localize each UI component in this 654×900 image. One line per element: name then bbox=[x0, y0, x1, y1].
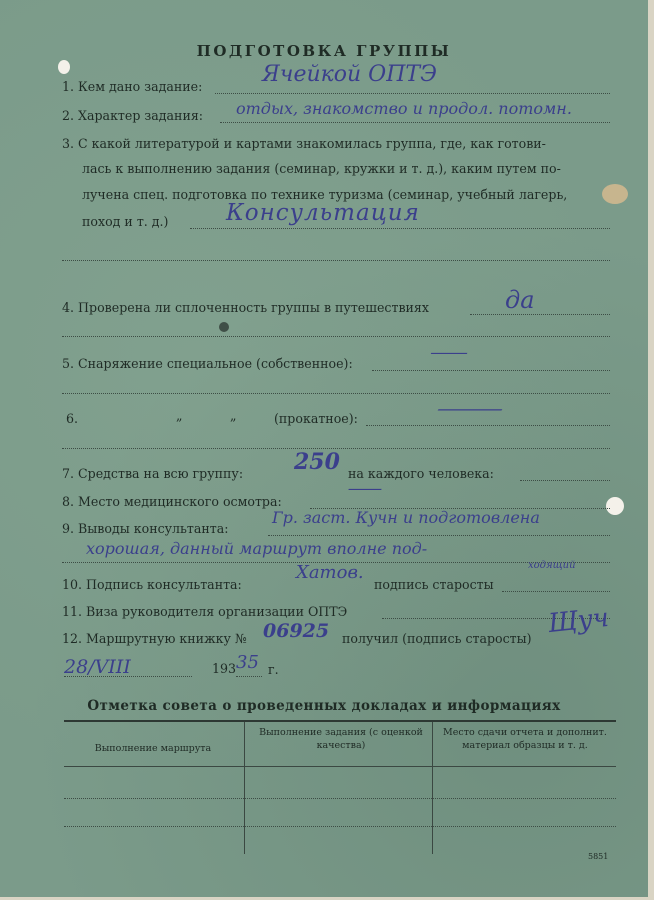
q8-answer: — bbox=[347, 478, 383, 499]
date-year: 35 bbox=[236, 652, 259, 673]
punch-hole-top bbox=[58, 60, 70, 74]
q3-line1: 3. С какой литературой и картами знакомилась группа, где, как готови- bbox=[62, 136, 546, 151]
q6-label: (прокатное): bbox=[274, 411, 358, 426]
date-day: 28/VIII bbox=[64, 656, 131, 678]
q8-label: 8. Место медицинского осмотра: bbox=[62, 494, 282, 509]
q6-ditto1: „ bbox=[176, 408, 183, 423]
date-suffix: г. bbox=[268, 662, 279, 677]
q4-label: 4. Проверена ли сплоченность группы в путешествиях bbox=[62, 300, 429, 315]
q12-book-number: 06925 bbox=[263, 620, 330, 642]
col-header-report: Место сдачи отчета и дополнит. материал образцы и т. д. bbox=[443, 727, 607, 751]
council-title: Отметка совета о проведенных докладах и информациях bbox=[87, 698, 561, 714]
q7-answer: 250 bbox=[294, 449, 340, 475]
q6-answer: — bbox=[435, 396, 505, 420]
q3-line3: лучена спец. подготовка по технике туризма (семинар, учебный лагерь, bbox=[82, 187, 568, 202]
q10-signature: Хатов. bbox=[296, 562, 364, 583]
col-header-task: Выполнение задания (с оценкой качества) bbox=[259, 727, 423, 751]
ink-spot bbox=[219, 322, 229, 332]
form-title: ПОДГОТОВКА ГРУППЫ bbox=[196, 42, 452, 60]
q2-answer: отдых, знакомство и продол. потомн. bbox=[236, 99, 572, 118]
q3-line2: лась к выполнению задания (семинар, кружки и т. д.), каким путем по- bbox=[82, 161, 561, 176]
q11-label: 11. Виза руководителя организации ОПТЭ bbox=[62, 604, 348, 619]
q9-answer-line1: Гр. заст. Кучн и подготовлена bbox=[272, 508, 540, 527]
q9-label: 9. Выводы консультанта: bbox=[62, 521, 229, 536]
q6-num: 6. bbox=[66, 411, 79, 426]
q5-label: 5. Снаряжение специальное (собственное): bbox=[62, 356, 353, 371]
torn-edge bbox=[602, 184, 628, 204]
punch-hole-right bbox=[606, 497, 624, 515]
q1-answer: Ячейкой ОПТЭ bbox=[262, 62, 437, 87]
q12-label2: получил (подпись старосты) bbox=[342, 631, 532, 646]
q3-line4: поход и т. д.) bbox=[82, 214, 169, 229]
q2-label: 2. Характер задания: bbox=[62, 108, 204, 123]
q9-answer-line3: ходящий bbox=[528, 560, 576, 571]
date-printed-year: 193 bbox=[212, 661, 237, 676]
q9-answer-line2: хорошая, данный маршрут вполне под- bbox=[86, 539, 428, 558]
council-table bbox=[64, 720, 616, 854]
q10-label2: подпись старосты bbox=[374, 577, 494, 592]
q4-answer: да bbox=[505, 286, 535, 314]
q5-answer: — bbox=[429, 342, 469, 363]
print-code: 5851 bbox=[588, 852, 609, 861]
q12-signature: Щуч bbox=[546, 602, 611, 640]
q7-label2: на каждого человека: bbox=[348, 466, 494, 481]
q1-label: 1. Кем дано задание: bbox=[62, 79, 203, 94]
col-header-route: Выполнение маршрута bbox=[94, 743, 212, 754]
q7-label: 7. Средства на всю группу: bbox=[62, 466, 244, 481]
q3-answer: Консультация bbox=[226, 200, 420, 226]
q12-label: 12. Маршрутную книжку № bbox=[62, 631, 247, 646]
q10-label: 10. Подпись консультанта: bbox=[62, 577, 242, 592]
q6-ditto2: „ bbox=[230, 408, 237, 423]
